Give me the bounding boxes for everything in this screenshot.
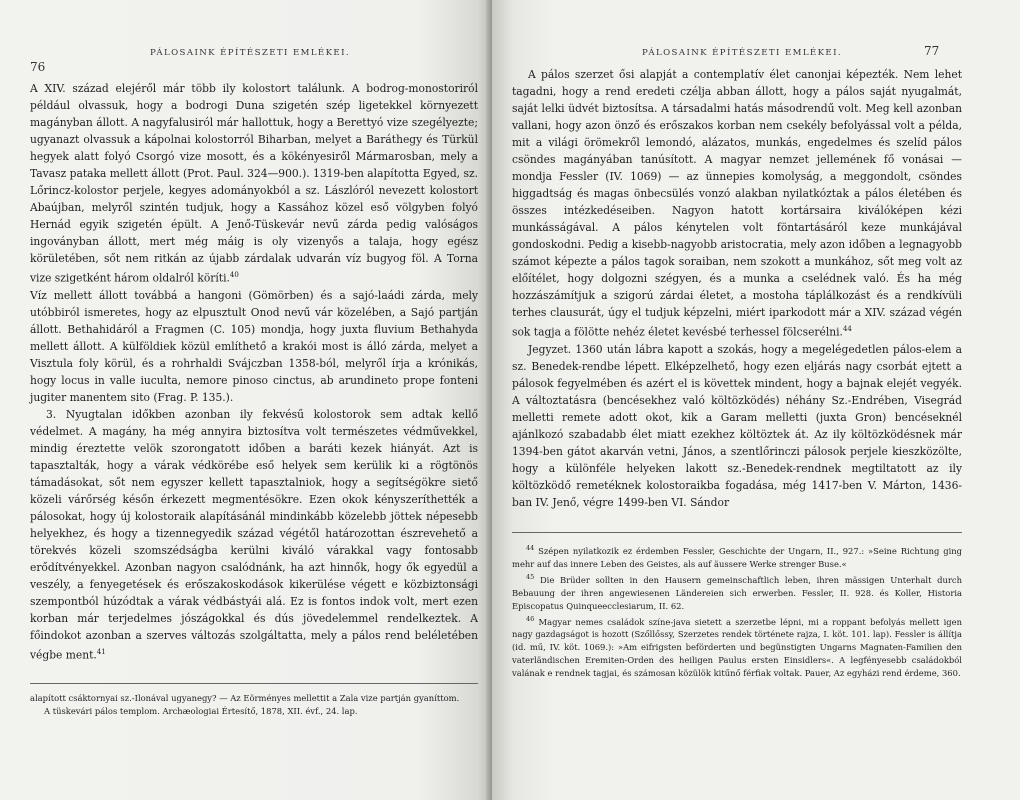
footnote-ref-40: 40 xyxy=(229,271,239,279)
right-footnote-44: $^{44}$ Szépen nyilatkozik ez érdemben Fessler, Geschichte der Ungarn, II., 927.: »Seine Richtung ging mehr auf das innere Leben des Geistes, als auf äussere Werke strenger Buse.« xyxy=(512,544,962,569)
right-page xyxy=(492,0,1020,800)
left-footnote-continued: alapított csáktornyai sz.-Ilonával ugyanegy? — Az Eörményes mellettit a Zala vize partján gyaníttom. xyxy=(30,693,460,703)
left-footnote-42: A tüskevári pálos templom. Archæologiai Értesítő, 1878, XII. évf., 24. lap. xyxy=(44,706,358,716)
right-footnote-45: $^{45}$ Die Brüder sollten in den Hausern gemeinschaftlich leben, ihren mässigen Unterhalt durch Bebauung der ihren angewiesenen Ländereien sich erwerben. Fessler, II. 928. és Koller, Historia Episcopatus Quinqueecclesiarum, II. 62. xyxy=(512,572,962,611)
right-page-number: 77 xyxy=(924,44,940,58)
left-footnotes xyxy=(30,692,478,718)
left-footnote-rule xyxy=(30,683,478,684)
left-paragraph-2: Víz mellett állott továbbá a hangoni (Gömörben) és a sajó-laádi zárda, mely utóbbiról ismeretes, hogy az elpusztult Onod nevű vár közelében, a Sajó partján állott. Bethahidáról a Fragmen (C. 105) mondja, hogy juxta fluvium Bethahyda mellett állott. A külföldiek közül említhető a krakói most is álló zárda, melyet a Visztula foly körül, és a rohrhaldi Svájczban 1358-ból, melyről írja a krónikás, hogy locus in valle iuculta, nemore pinoso cinctus, ab arundineto prope fonteni jugiter manentem sito (Frag. P. 135.). xyxy=(30,288,478,404)
right-paragraph-1: A pálos szerzet ősi alapját a contemplatív élet canonjai képezték. Nem lehet tagadni, hogy a rend eredeti czélja abban állott, hogy a pálos saját nyugalmát, saját lelki üdvét biztosítsa. A társadalmi hatás másodrendű volt. Meg kell azonban vallani, hogy azon önző és erőszakos korban nem csekély befolyással volt a példa, mit a világi örömekről lemondó, alázatos, munkás, engedelmes és szelíd pálos csöndes magányában tanúsított. A magyar nemzet jellemének fő vonásai — mondja Fessler (IV. 1069) — az ünnepies komolyság, a meggondolt, csöndes higgadtság és magas önbecsülés vonzó alakban nyilatkóztak a pálos életében és összes intézkedéseiben. Nagyon hatott kortársaira kiválóképen kézi munkásságával. A pálos kénytelen volt föntartásáról keze munkájával gondoskodni. Pedig a kisebb-nagyobb aristocratia, mely azon időben a legnagyobb számot képezte a pálos tagok soraiban, nem szokott a munkához, sőt meg volt az előítélet, hogy dolgozni szégyen, és a munka a cselédnek való. És ha még hozzászámítjuk a szigorú zárdai életet, a mostoha táplálkozást és a rendkívüli terhes clausurát, úgy el tudjuk képzelni, miért iparkodott már a XIV. század végén sok tagja a fölötte nehéz életet kevésbé terhessel fölcserélni.$^{44}$ xyxy=(512,68,962,339)
footnote-ref-41: 41 xyxy=(96,647,106,656)
left-body-text xyxy=(30,80,478,663)
left-running-head: PÁLOSAINK ÉPÍTÉSZETI EMLÉKEI. xyxy=(150,48,351,58)
right-body-text xyxy=(512,66,962,511)
right-paragraph-2: Jegyzet. 1360 után lábra kapott a szokás, hogy a megelégedetlen pálos-elem a sz. Benedek-rendbe lépett. Elképzelhető, hogy ezen eljárás nagy csorbát ejtett a pálosok fegyelmében és azért el is követtek mindent, hogy a bajnak elejét vegyék. A változtatásra (bencésekhez való költözködés) néhány Sz.-Endrében, Visegrád melletti remete adott okot, kik a Garam melletti (juxta Gron) bencéseknél ajánlkozó szabadabb élet miatt ezekhez költöztek át. Az ily költözködésnek már 1394-ben gátot akarván vetni, János, a szentlőrinczi pálosok perjele kieszközölte, hogy a különféle helyeken lakott sz.-Benedek-rendnek megtiltatott az ily költözködő remetéknek kolostoraikba fogadása, még 1417-ben V. Márton, 1436-ban IV. Jenő, végre 1499-ben VI. Sándor xyxy=(512,342,962,509)
left-paragraph-3: 3. Nyugtalan időkben azonban ily fekvésű kolostorok sem adtak kellő védelmet. A magány, ha még annyira biztosítva volt természetes védművekkel, mindig éreztette velök szorongatott időben a baráti kezek hiányát. Azt is tapasztalták, hogy a várak védkörébe eső helyek sem kerülik ki a rögtönös támadásokat, sőt nem egyszer kellett tapasztalniok, hogy a segítségökre siető közeli várőrség későn érkezett megmentésökre. Ezen okok kényszeríthették a pálosokat, hogy új kolostoraik alapításánál mindinkább közelebb jöttek népesebb helyekhez, és hogy a tizennegyedik század végétől határozottan észrevehető a törekvés közeli szomszédságba kerülni kiváló várakkal vagy fontosabb erődítvényekkel. Azonban nagyon csalódnánk, ha azt hinnők, hogy ők egyedül a veszély, a fenyegetések és erőszakoskodások kikerülése végett e közbiztonsági szempontból húzódtak a várak védbástyái alá. Ez is fontos indok volt, mert ezen korban már terjedelmes jószágokkal és dús jövedelemmel rendelkeztek. A főindokot azonban a szerves változás szolgáltatta, mely a pálos rend beléletében végbe ment.$^{41}$ xyxy=(30,407,478,662)
right-footnote-rule xyxy=(512,532,962,533)
left-paragraph-1: A XIV. század elejéről már több ily kolostort találunk. A bodrog-monostoriról például olvassuk, hogy a bodrogi Duna szigetén szép ligetekkel környezett magányban állott. A nagyfalusiról már hallottuk, hogy a Berettyó vize szegélyezte; ugyanazt olvassuk a kápolnai kolostorról Biharban, melyet a Baráthegy és Türkül hegyek alatt folyó Csorgó vize mosott, és a kökényesiről Mármarosban, mely a Tavasz pataka mellett állott (Prot. Paul. 324—900.). 1319-ben alapította Egyed, sz. Lőrincz-kolostor perjele, kegyes adományokból a sz. Lászlóról nevezett kolostort Abaújban, melyről szintén tudjuk, hogy a Kassához közel eső völgyben folyó Hernád egyik szigetén épült. A Jenő-Tüskevár nevű zárda pedig valóságos ingoványban állott, mert még máig is oly vizenyős a talaja, hogy egész körületében, sőt nem ritkán az újabb zárdalak udvarán víz bugyog föl. A Torna vize szigetként három oldalról köríti.$^{40}$ xyxy=(30,82,478,285)
footnote-ref-44: 44 xyxy=(842,325,852,333)
right-footnote-46: $^{46}$ Magyar nemes családok színe-java sietett a szerzetbe lépni, mi a roppant befolyás mellett igen nagy gazdagságot is hozott (Szőllőssy, Szerzetes rendek története rajza, I. köt. 101. lap). Fessler is állítja (id. mű, IV. köt. 1069.): »Am eifrigsten beförderten und begünstigten Ungarns Magnaten-Familien den vaterländischen Eremiten-Orden des heiligen Paulus ersten Einsidlers«. A legfényesebb családokból valának e rendnek tagjai, és számosan közülök kitűnő férfiak voltak. Pauer, Az egyházi rend érdeme, 360. xyxy=(512,614,962,679)
right-running-head: PÁLOSAINK ÉPÍTÉSZETI EMLÉKEI. xyxy=(642,48,843,58)
right-footnotes xyxy=(512,542,962,680)
left-page xyxy=(0,0,492,800)
left-page-number: 76 xyxy=(30,60,46,74)
